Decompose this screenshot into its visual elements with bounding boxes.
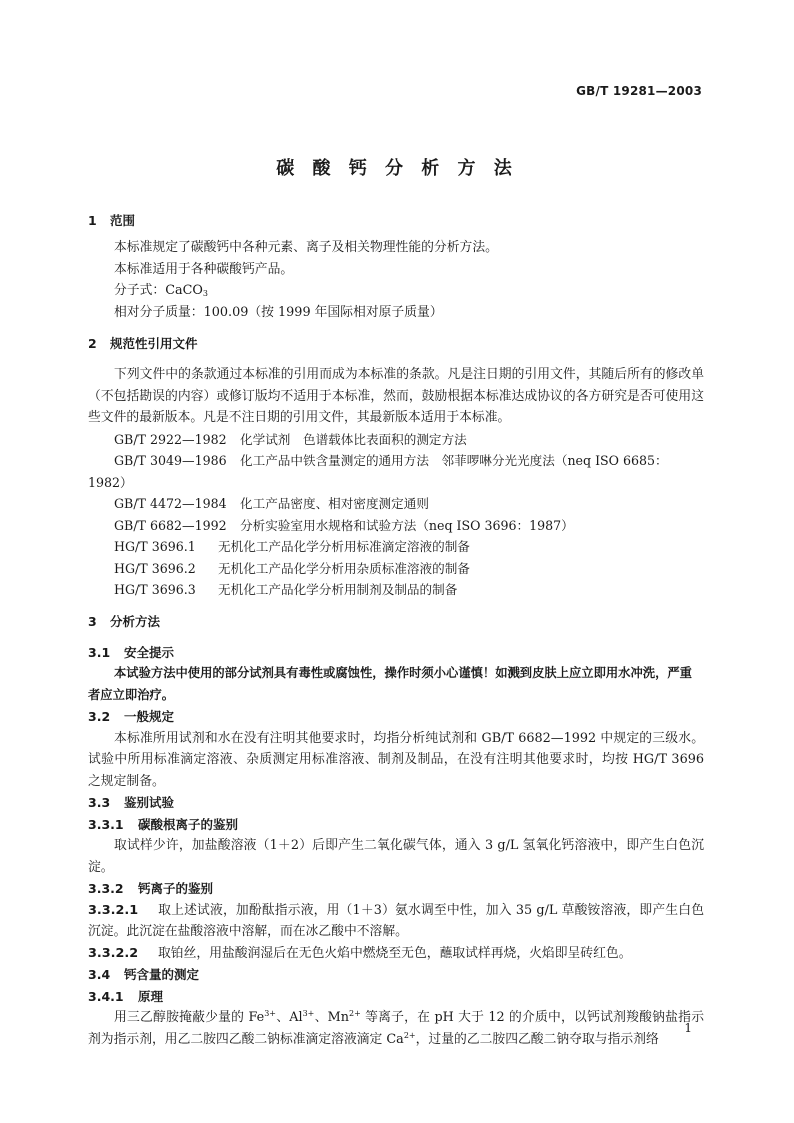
- subsection-heading: 3.3.1 碳酸根离子的鉴别: [88, 816, 239, 832]
- section-heading: 2 规范性引用文件: [88, 336, 198, 351]
- reference-item: GB/T 4472—1984 化工产品密度、相对密度测定通则: [114, 496, 429, 511]
- standard-code: GB/T 19281—2003: [576, 84, 702, 98]
- subsection-heading: 3.1 安全提示: [88, 644, 175, 660]
- reference-item: HG/T 3696.1 无机化工产品化学分析用标准滴定溶液的制备: [114, 539, 470, 554]
- subsection-heading: 3.3.2 钙离子的鉴别: [88, 881, 214, 896]
- reference-item: GB/T 3049—1986 化工产品中铁含量测定的通用方法 邻菲啰啉分光光度法（neq ISO 6685： 1982）: [88, 453, 668, 490]
- reference-item: GB/T 6682—1992 分析实验室用水规格和试验方法（neq ISO 3696：1987）: [114, 517, 574, 533]
- reference-item: HG/T 3696.2 无机化工产品化学分析用杂质标准溶液的制备: [114, 560, 470, 576]
- numbered-paragraph: 3.3.2.2 取铂丝，用盐酸润湿后在无色火焰中燃烧至无色，蘸取试样再烧，火焰即呈砖红色。: [88, 945, 632, 961]
- subsection-heading: 3.3 鉴别试验: [88, 795, 175, 810]
- subsection-heading: 3.2 一般规定: [88, 709, 175, 724]
- page-number: 1: [684, 1021, 692, 1035]
- paragraph: 下列文件中的条款通过本标准的引用而成为本标准的条款。凡是注日期的引用文件，其随后所有的修改单（不包括勘误的内容）或修订版均不适用于本标准，然而，鼓励根据本标准达成协议的各方研究是否可使用这些文件的最新版本。凡是不注日期的引用文件，其最新版本适用于本标准。: [88, 367, 704, 425]
- molecular-mass-line: 相对分子质量：100.09（按 1999 年国际相对原子质量）: [114, 304, 443, 320]
- document-title: 碳 酸 钙 分 析 方 法: [276, 158, 518, 179]
- paragraph: 用三乙醇胺掩蔽少量的 $Fe^{3+}$、$Al^{3+}$、$Mn^{2+}$ 等离子，在 pH 大于 12 的介质中，以钙试剂羧酸钠盐指示剂为指示剂，用乙二胺四乙酸二钠标准滴定溶液滴定 $Ca^{2+}$，过量的乙二胺四乙酸二钠夺取与指示剂络: [88, 1009, 704, 1047]
- paragraph: 取试样少许，加盐酸溶液（1＋2）后即产生二氧化碳气体，通入 3 g/L 氢氧化钙溶液中，即产生白色沉淀。: [88, 838, 704, 875]
- section-heading: 1 范围: [88, 213, 136, 228]
- paragraph: 本标准规定了碳酸钙中各种元素、离子及相关物理性能的分析方法。: [114, 240, 498, 255]
- reference-item: GB/T 2922—1982 化学试剂 色谱载体比表面积的测定方法: [114, 431, 467, 447]
- paragraph: 本标准所用试剂和水在没有注明其他要求时，均指分析纯试剂和 GB/T 6682—1992 中规定的三级水。试验中所用标准滴定溶液、杂质测定用标准溶液、制剂及制品，在没有注明其他要求时，均按 HG/T 3696 之规定制备。: [88, 730, 704, 789]
- numbered-paragraph: 3.3.2.1 取上述试液，加酚酞指示液，用（1＋3）氨水调至中性，加入 35 g/L 草酸铵溶液，即产生白色沉淀。此沉淀在盐酸溶液中溶解，而在冰乙酸中不溶解。: [88, 902, 704, 939]
- paragraph: 本标准适用于各种碳酸钙产品。: [114, 261, 294, 277]
- safety-warning: 本试验方法中使用的部分试剂具有毒性或腐蚀性，操作时须小心谨慎！如溅到皮肤上应立即用水冲洗，严重者应立即治疗。: [88, 666, 692, 702]
- subsection-heading: 3.4.1 原理: [88, 988, 164, 1004]
- section-heading: 3 分析方法: [88, 613, 161, 629]
- formula-line: 分子式：CaCO$_3$: [114, 283, 208, 298]
- subsection-heading: 3.4 钙含量的测定: [88, 967, 200, 982]
- reference-item: HG/T 3696.3 无机化工产品化学分析用制剂及制品的制备: [114, 582, 458, 597]
- document-body: [88, 210, 704, 1050]
